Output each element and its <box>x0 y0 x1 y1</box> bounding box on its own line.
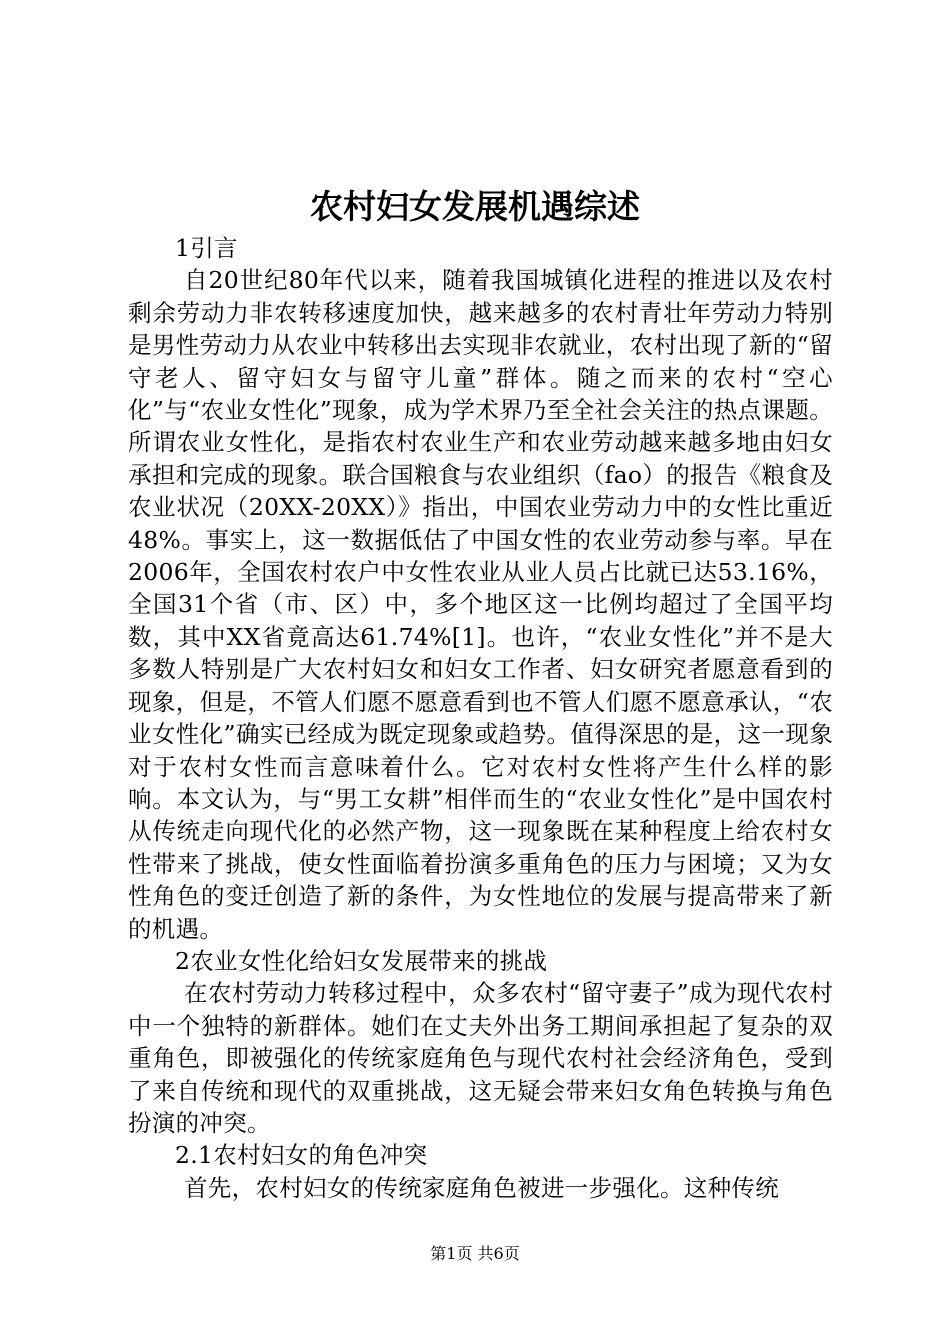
document-title: 农村妇女发展机遇综述 <box>310 187 640 226</box>
paragraph: 自20世纪80年代以来，随着我国城镇化进程的推进以及农村剩余劳动力非农转移速度加快，越来越多的农村青壮年劳动力特别是男性劳动力从农业中转移出去实现非农就业，农村出现了新的“留守老人、留守妇女与留守儿童”群体。随之而来的农村“空心化”与“农业女性化”现象，成为学术界乃至全社会关注的热点课题。所谓农业女性化，是指农村农业生产和农业劳动越来越多地由妇女承担和完成的现象。联合国粮食与农业组织（fao）的报告《粮食及农业状况（20XX-20XX）》指出，中国农业劳动力中的女性比重近48%。事实上，这一数据低估了中国女性的农业劳动参与率。早在2006年，全国农村农户中女性农业从业人员占比就已达53.16%，全国31个省（市、区）中，多个地区这一比例均超过了全国平均数，其中XX省竟高达61.74%[1]。也许，“农业女性化”并不是大多数人特别是广大农村妇女和妇女工作者、妇女研究者愿意看到的现象，但是，不管人们愿不愿意看到也不管人们愿不愿意承认，“农业女性化”确实已经成为既定现象或趋势。值得深思的是，这一现象对于农村女性而言意味着什么。它对农村女性将产生什么样的影响。本文认为，与“男工女耕”相伴而生的“农业女性化”是中国农村从传统走向现代化的必然产物，这一现象既在某种程度上给农村女性带来了挑战，使女性面临着扮演多重角色的压力与困境；又为女性角色的变迁创造了新的条件，为女性地位的发展与提高带来了新的机遇。 <box>128 266 833 943</box>
paragraph: 首先，农村妇女的传统家庭角色被进一步强化。这种传统 <box>184 1173 779 1202</box>
document-body <box>128 232 833 1204</box>
page-footer: 第1页 共6页 <box>430 1244 520 1263</box>
section-heading: 2农业女性化给妇女发展带来的挑战 <box>175 946 548 975</box>
paragraph: 在农村劳动力转移过程中，众多农村“留守妻子”成为现代农村中一个独特的新群体。她们在丈夫外出务工期间承担起了复杂的双重角色，即被强化的传统家庭角色与现代农村社会经济角色，受到了来自传统和现代的双重挑战，这无疑会带来妇女角色转换与角色扮演的冲突。 <box>128 979 833 1137</box>
section-heading: 1引言 <box>175 234 238 262</box>
section-heading: 2.1农村妇女的角色冲突 <box>175 1141 428 1170</box>
